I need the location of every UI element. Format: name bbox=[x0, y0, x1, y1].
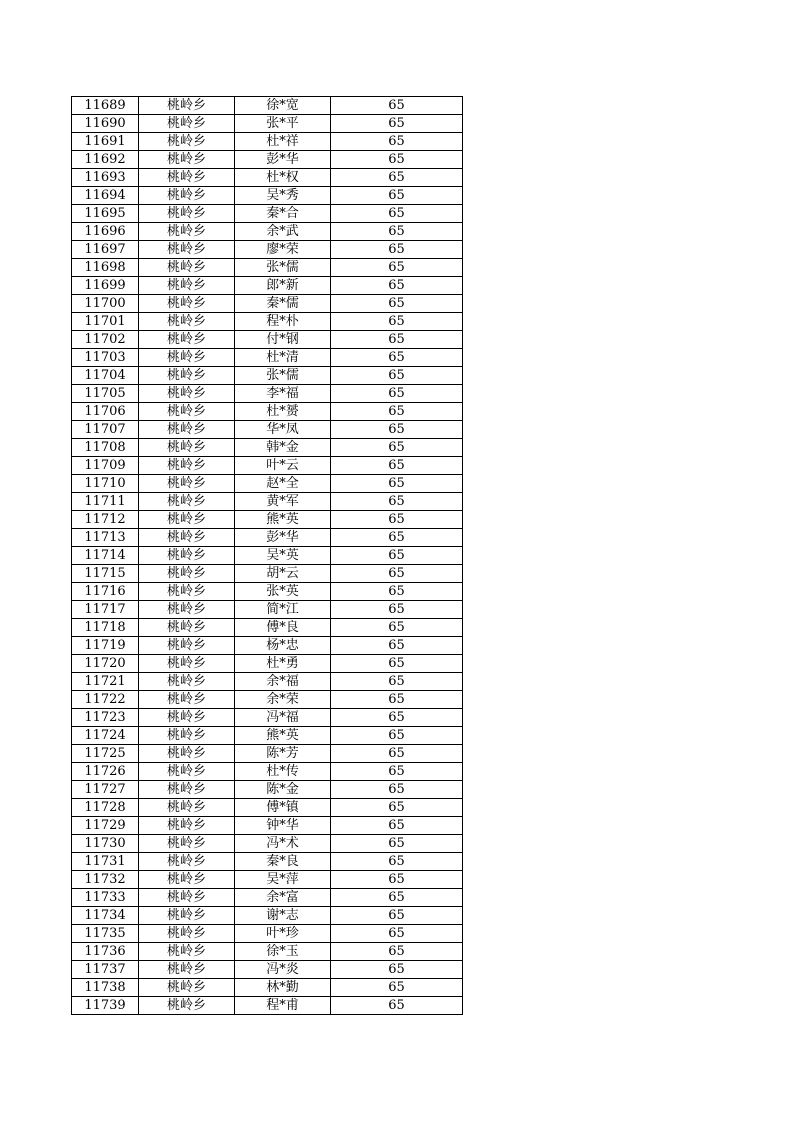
cell-amount: 65 bbox=[331, 925, 463, 943]
cell-township: 桃岭乡 bbox=[139, 637, 235, 655]
cell-township: 桃岭乡 bbox=[139, 421, 235, 439]
cell-name: 吴*秀 bbox=[235, 187, 331, 205]
cell-amount: 65 bbox=[331, 673, 463, 691]
table-row bbox=[72, 223, 463, 241]
cell-id: 11727 bbox=[72, 781, 139, 799]
cell-township: 桃岭乡 bbox=[139, 961, 235, 979]
cell-id: 11699 bbox=[72, 277, 139, 295]
cell-amount: 65 bbox=[331, 223, 463, 241]
cell-township: 桃岭乡 bbox=[139, 97, 235, 115]
cell-name: 余*福 bbox=[235, 673, 331, 691]
cell-township: 桃岭乡 bbox=[139, 241, 235, 259]
cell-name: 廖*荣 bbox=[235, 241, 331, 259]
cell-amount: 65 bbox=[331, 349, 463, 367]
cell-id: 11717 bbox=[72, 601, 139, 619]
cell-name: 杜*清 bbox=[235, 349, 331, 367]
cell-amount: 65 bbox=[331, 583, 463, 601]
cell-name: 徐*玉 bbox=[235, 943, 331, 961]
cell-id: 11726 bbox=[72, 763, 139, 781]
cell-id: 11696 bbox=[72, 223, 139, 241]
cell-name: 傅*良 bbox=[235, 619, 331, 637]
table-row bbox=[72, 349, 463, 367]
table-row bbox=[72, 241, 463, 259]
cell-id: 11730 bbox=[72, 835, 139, 853]
data-table bbox=[71, 96, 463, 1015]
cell-amount: 65 bbox=[331, 655, 463, 673]
cell-name: 李*福 bbox=[235, 385, 331, 403]
cell-amount: 65 bbox=[331, 637, 463, 655]
cell-township: 桃岭乡 bbox=[139, 853, 235, 871]
table-row bbox=[72, 457, 463, 475]
cell-amount: 65 bbox=[331, 421, 463, 439]
cell-id: 11693 bbox=[72, 169, 139, 187]
table-row bbox=[72, 511, 463, 529]
table-row bbox=[72, 385, 463, 403]
cell-name: 张*英 bbox=[235, 583, 331, 601]
cell-amount: 65 bbox=[331, 547, 463, 565]
cell-township: 桃岭乡 bbox=[139, 565, 235, 583]
cell-township: 桃岭乡 bbox=[139, 151, 235, 169]
cell-id: 11690 bbox=[72, 115, 139, 133]
cell-name: 谢*志 bbox=[235, 907, 331, 925]
cell-township: 桃岭乡 bbox=[139, 385, 235, 403]
table-row bbox=[72, 745, 463, 763]
table-row bbox=[72, 781, 463, 799]
table-row bbox=[72, 817, 463, 835]
cell-id: 11709 bbox=[72, 457, 139, 475]
cell-amount: 65 bbox=[331, 115, 463, 133]
cell-amount: 65 bbox=[331, 943, 463, 961]
cell-name: 杜*传 bbox=[235, 763, 331, 781]
cell-amount: 65 bbox=[331, 493, 463, 511]
cell-id: 11692 bbox=[72, 151, 139, 169]
table-row bbox=[72, 637, 463, 655]
cell-amount: 65 bbox=[331, 295, 463, 313]
table-row bbox=[72, 97, 463, 115]
table-row bbox=[72, 997, 463, 1015]
cell-township: 桃岭乡 bbox=[139, 511, 235, 529]
cell-amount: 65 bbox=[331, 277, 463, 295]
cell-id: 11718 bbox=[72, 619, 139, 637]
cell-id: 11711 bbox=[72, 493, 139, 511]
cell-name: 叶*云 bbox=[235, 457, 331, 475]
cell-amount: 65 bbox=[331, 241, 463, 259]
cell-name: 余*武 bbox=[235, 223, 331, 241]
cell-id: 11714 bbox=[72, 547, 139, 565]
cell-name: 秦*良 bbox=[235, 853, 331, 871]
table-row bbox=[72, 367, 463, 385]
cell-id: 11698 bbox=[72, 259, 139, 277]
cell-amount: 65 bbox=[331, 133, 463, 151]
cell-name: 张*儒 bbox=[235, 367, 331, 385]
cell-name: 秦*儒 bbox=[235, 295, 331, 313]
cell-amount: 65 bbox=[331, 331, 463, 349]
table-row bbox=[72, 943, 463, 961]
cell-id: 11723 bbox=[72, 709, 139, 727]
table-row bbox=[72, 133, 463, 151]
cell-name: 付*钢 bbox=[235, 331, 331, 349]
cell-id: 11710 bbox=[72, 475, 139, 493]
table-row bbox=[72, 979, 463, 997]
cell-township: 桃岭乡 bbox=[139, 835, 235, 853]
cell-id: 11703 bbox=[72, 349, 139, 367]
table-row bbox=[72, 403, 463, 421]
cell-township: 桃岭乡 bbox=[139, 817, 235, 835]
cell-amount: 65 bbox=[331, 853, 463, 871]
table-row bbox=[72, 961, 463, 979]
table-row bbox=[72, 565, 463, 583]
cell-id: 11702 bbox=[72, 331, 139, 349]
table-row bbox=[72, 601, 463, 619]
cell-name: 张*平 bbox=[235, 115, 331, 133]
cell-name: 余*荣 bbox=[235, 691, 331, 709]
cell-township: 桃岭乡 bbox=[139, 313, 235, 331]
cell-township: 桃岭乡 bbox=[139, 763, 235, 781]
cell-id: 11713 bbox=[72, 529, 139, 547]
cell-name: 徐*宽 bbox=[235, 97, 331, 115]
cell-id: 11728 bbox=[72, 799, 139, 817]
cell-township: 桃岭乡 bbox=[139, 655, 235, 673]
cell-id: 11700 bbox=[72, 295, 139, 313]
cell-name: 吴*萍 bbox=[235, 871, 331, 889]
cell-id: 11734 bbox=[72, 907, 139, 925]
table-row bbox=[72, 619, 463, 637]
cell-township: 桃岭乡 bbox=[139, 529, 235, 547]
table-row bbox=[72, 835, 463, 853]
table-row bbox=[72, 889, 463, 907]
cell-amount: 65 bbox=[331, 367, 463, 385]
cell-name: 简*江 bbox=[235, 601, 331, 619]
cell-township: 桃岭乡 bbox=[139, 295, 235, 313]
cell-township: 桃岭乡 bbox=[139, 781, 235, 799]
table-row bbox=[72, 727, 463, 745]
cell-name: 林*勤 bbox=[235, 979, 331, 997]
cell-name: 陈*芳 bbox=[235, 745, 331, 763]
cell-amount: 65 bbox=[331, 169, 463, 187]
cell-amount: 65 bbox=[331, 979, 463, 997]
cell-id: 11707 bbox=[72, 421, 139, 439]
cell-township: 桃岭乡 bbox=[139, 889, 235, 907]
cell-id: 11694 bbox=[72, 187, 139, 205]
cell-id: 11708 bbox=[72, 439, 139, 457]
table-row bbox=[72, 295, 463, 313]
cell-amount: 65 bbox=[331, 403, 463, 421]
cell-township: 桃岭乡 bbox=[139, 619, 235, 637]
cell-township: 桃岭乡 bbox=[139, 979, 235, 997]
table-row bbox=[72, 853, 463, 871]
cell-id: 11701 bbox=[72, 313, 139, 331]
cell-township: 桃岭乡 bbox=[139, 871, 235, 889]
cell-township: 桃岭乡 bbox=[139, 259, 235, 277]
cell-township: 桃岭乡 bbox=[139, 349, 235, 367]
cell-name: 韩*金 bbox=[235, 439, 331, 457]
cell-amount: 65 bbox=[331, 781, 463, 799]
cell-id: 11691 bbox=[72, 133, 139, 151]
cell-amount: 65 bbox=[331, 259, 463, 277]
cell-id: 11689 bbox=[72, 97, 139, 115]
table-row bbox=[72, 691, 463, 709]
cell-amount: 65 bbox=[331, 709, 463, 727]
cell-amount: 65 bbox=[331, 313, 463, 331]
cell-amount: 65 bbox=[331, 727, 463, 745]
cell-id: 11725 bbox=[72, 745, 139, 763]
table-row bbox=[72, 421, 463, 439]
cell-amount: 65 bbox=[331, 817, 463, 835]
table-row bbox=[72, 115, 463, 133]
cell-name: 黄*军 bbox=[235, 493, 331, 511]
cell-id: 11729 bbox=[72, 817, 139, 835]
table-row bbox=[72, 709, 463, 727]
table-row bbox=[72, 673, 463, 691]
cell-township: 桃岭乡 bbox=[139, 727, 235, 745]
cell-name: 杜*权 bbox=[235, 169, 331, 187]
table-row bbox=[72, 205, 463, 223]
cell-id: 11697 bbox=[72, 241, 139, 259]
cell-name: 程*甫 bbox=[235, 997, 331, 1015]
cell-name: 冯*福 bbox=[235, 709, 331, 727]
cell-township: 桃岭乡 bbox=[139, 673, 235, 691]
cell-name: 陈*金 bbox=[235, 781, 331, 799]
table-row bbox=[72, 655, 463, 673]
cell-id: 11706 bbox=[72, 403, 139, 421]
table-body bbox=[72, 97, 463, 1015]
cell-amount: 65 bbox=[331, 457, 463, 475]
cell-amount: 65 bbox=[331, 961, 463, 979]
cell-township: 桃岭乡 bbox=[139, 205, 235, 223]
cell-name: 秦*合 bbox=[235, 205, 331, 223]
table-row bbox=[72, 151, 463, 169]
cell-township: 桃岭乡 bbox=[139, 439, 235, 457]
cell-id: 11721 bbox=[72, 673, 139, 691]
cell-amount: 65 bbox=[331, 763, 463, 781]
cell-name: 熊*英 bbox=[235, 511, 331, 529]
cell-township: 桃岭乡 bbox=[139, 997, 235, 1015]
cell-id: 11735 bbox=[72, 925, 139, 943]
cell-id: 11712 bbox=[72, 511, 139, 529]
cell-township: 桃岭乡 bbox=[139, 745, 235, 763]
cell-township: 桃岭乡 bbox=[139, 547, 235, 565]
cell-id: 11705 bbox=[72, 385, 139, 403]
table-row bbox=[72, 925, 463, 943]
table-row bbox=[72, 547, 463, 565]
cell-amount: 65 bbox=[331, 997, 463, 1015]
cell-township: 桃岭乡 bbox=[139, 367, 235, 385]
cell-name: 胡*云 bbox=[235, 565, 331, 583]
cell-name: 华*凤 bbox=[235, 421, 331, 439]
cell-name: 赵*全 bbox=[235, 475, 331, 493]
cell-id: 11722 bbox=[72, 691, 139, 709]
cell-amount: 65 bbox=[331, 439, 463, 457]
cell-amount: 65 bbox=[331, 205, 463, 223]
cell-name: 彭*华 bbox=[235, 529, 331, 547]
cell-id: 11719 bbox=[72, 637, 139, 655]
cell-name: 张*儒 bbox=[235, 259, 331, 277]
cell-township: 桃岭乡 bbox=[139, 403, 235, 421]
table-row bbox=[72, 277, 463, 295]
table-row bbox=[72, 529, 463, 547]
cell-amount: 65 bbox=[331, 385, 463, 403]
cell-township: 桃岭乡 bbox=[139, 223, 235, 241]
cell-township: 桃岭乡 bbox=[139, 493, 235, 511]
cell-township: 桃岭乡 bbox=[139, 277, 235, 295]
cell-amount: 65 bbox=[331, 745, 463, 763]
cell-name: 冯*术 bbox=[235, 835, 331, 853]
cell-amount: 65 bbox=[331, 511, 463, 529]
cell-name: 钟*华 bbox=[235, 817, 331, 835]
cell-township: 桃岭乡 bbox=[139, 925, 235, 943]
table-row bbox=[72, 187, 463, 205]
cell-id: 11716 bbox=[72, 583, 139, 601]
table-row bbox=[72, 763, 463, 781]
cell-id: 11733 bbox=[72, 889, 139, 907]
cell-id: 11724 bbox=[72, 727, 139, 745]
cell-amount: 65 bbox=[331, 799, 463, 817]
table-row bbox=[72, 907, 463, 925]
cell-id: 11720 bbox=[72, 655, 139, 673]
table-row bbox=[72, 259, 463, 277]
cell-amount: 65 bbox=[331, 871, 463, 889]
cell-amount: 65 bbox=[331, 529, 463, 547]
cell-amount: 65 bbox=[331, 151, 463, 169]
cell-id: 11704 bbox=[72, 367, 139, 385]
cell-id: 11737 bbox=[72, 961, 139, 979]
cell-name: 熊*英 bbox=[235, 727, 331, 745]
cell-name: 程*朴 bbox=[235, 313, 331, 331]
cell-amount: 65 bbox=[331, 907, 463, 925]
cell-township: 桃岭乡 bbox=[139, 709, 235, 727]
cell-township: 桃岭乡 bbox=[139, 457, 235, 475]
cell-id: 11739 bbox=[72, 997, 139, 1015]
table-row bbox=[72, 493, 463, 511]
cell-id: 11736 bbox=[72, 943, 139, 961]
cell-township: 桃岭乡 bbox=[139, 799, 235, 817]
cell-id: 11738 bbox=[72, 979, 139, 997]
table-row bbox=[72, 871, 463, 889]
cell-township: 桃岭乡 bbox=[139, 475, 235, 493]
table-row bbox=[72, 583, 463, 601]
cell-name: 杨*忠 bbox=[235, 637, 331, 655]
cell-name: 叶*珍 bbox=[235, 925, 331, 943]
cell-id: 11731 bbox=[72, 853, 139, 871]
cell-amount: 65 bbox=[331, 187, 463, 205]
cell-id: 11695 bbox=[72, 205, 139, 223]
cell-name: 彭*华 bbox=[235, 151, 331, 169]
cell-name: 杜*赟 bbox=[235, 403, 331, 421]
cell-name: 吴*英 bbox=[235, 547, 331, 565]
cell-township: 桃岭乡 bbox=[139, 187, 235, 205]
cell-township: 桃岭乡 bbox=[139, 583, 235, 601]
cell-amount: 65 bbox=[331, 475, 463, 493]
cell-amount: 65 bbox=[331, 565, 463, 583]
cell-township: 桃岭乡 bbox=[139, 169, 235, 187]
cell-amount: 65 bbox=[331, 889, 463, 907]
cell-name: 傅*镇 bbox=[235, 799, 331, 817]
cell-amount: 65 bbox=[331, 97, 463, 115]
cell-amount: 65 bbox=[331, 835, 463, 853]
table-row bbox=[72, 331, 463, 349]
cell-township: 桃岭乡 bbox=[139, 943, 235, 961]
cell-id: 11732 bbox=[72, 871, 139, 889]
cell-name: 冯*炎 bbox=[235, 961, 331, 979]
table-row bbox=[72, 439, 463, 457]
table-row bbox=[72, 799, 463, 817]
cell-township: 桃岭乡 bbox=[139, 691, 235, 709]
cell-id: 11715 bbox=[72, 565, 139, 583]
cell-township: 桃岭乡 bbox=[139, 601, 235, 619]
cell-name: 郎*新 bbox=[235, 277, 331, 295]
cell-amount: 65 bbox=[331, 691, 463, 709]
cell-name: 余*富 bbox=[235, 889, 331, 907]
table-row bbox=[72, 313, 463, 331]
cell-name: 杜*勇 bbox=[235, 655, 331, 673]
cell-amount: 65 bbox=[331, 601, 463, 619]
table-row bbox=[72, 169, 463, 187]
cell-township: 桃岭乡 bbox=[139, 331, 235, 349]
cell-amount: 65 bbox=[331, 619, 463, 637]
table-row bbox=[72, 475, 463, 493]
cell-township: 桃岭乡 bbox=[139, 115, 235, 133]
cell-name: 杜*祥 bbox=[235, 133, 331, 151]
cell-township: 桃岭乡 bbox=[139, 133, 235, 151]
cell-township: 桃岭乡 bbox=[139, 907, 235, 925]
